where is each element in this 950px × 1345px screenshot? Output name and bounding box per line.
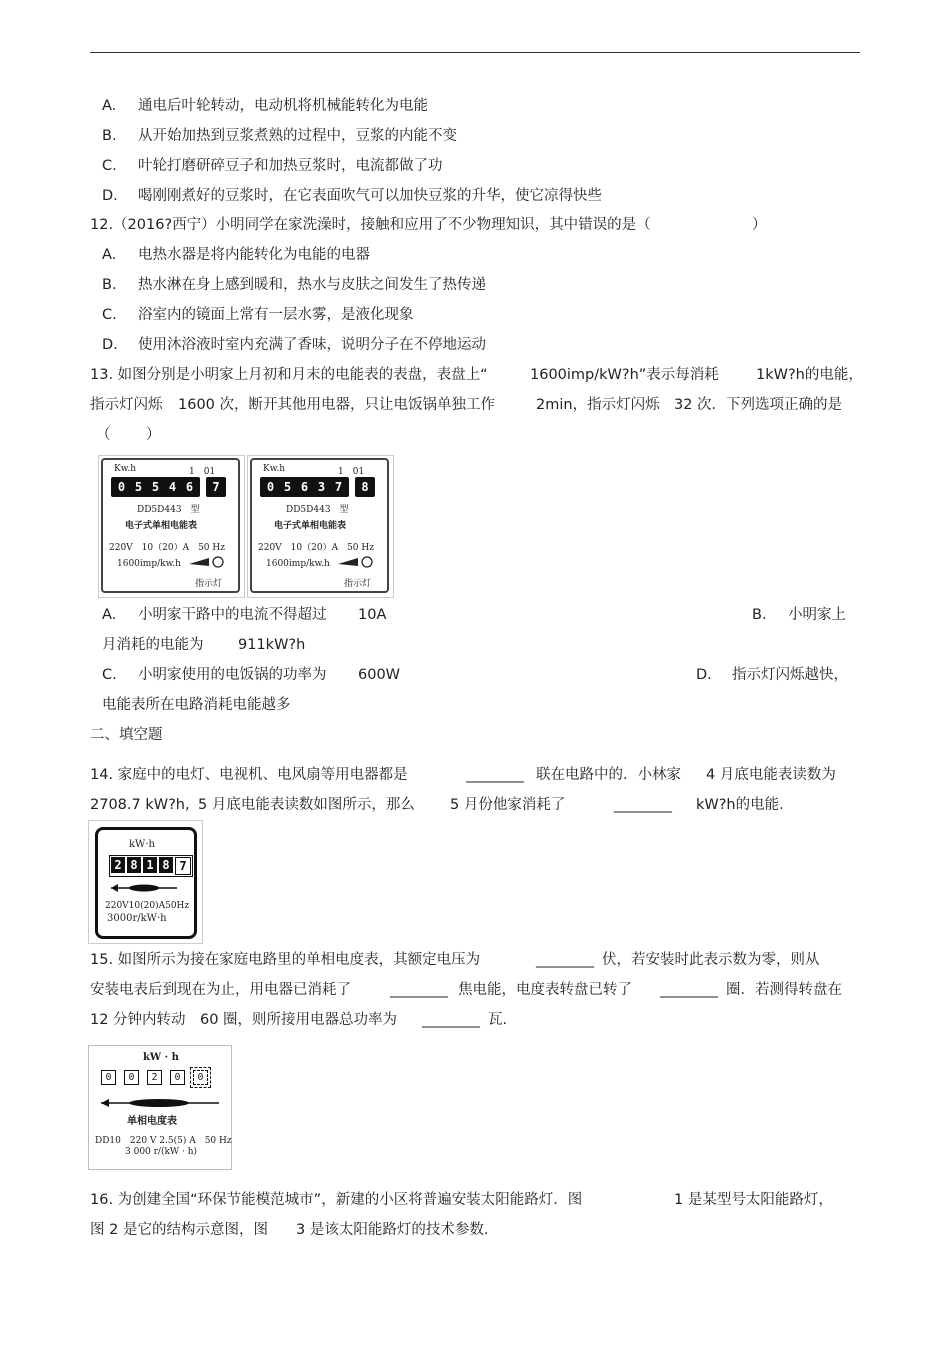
q13-line1c: 1kW?h的电能， <box>756 367 863 383</box>
meter-unit: kW·h <box>129 839 155 850</box>
meter-model: DD5D443 型 <box>286 505 349 515</box>
q14-meter <box>88 820 203 944</box>
q13-option-b-cont: 月消耗的电能为 <box>102 637 204 653</box>
q15-line1a: 15. 如图所示为接在家庭电路里的单相电度表，其额定电压为 <box>90 952 481 968</box>
q14-blank-2: ________ <box>614 797 672 813</box>
q13-paren-close: ） <box>146 427 161 443</box>
q12-stem: 12.（2016?西宁）小明同学在家洗澡时，接触和应用了不少物理知识，其中错误的是（ <box>90 217 651 233</box>
q15-blank-1: ________ <box>536 952 594 968</box>
q15-line1b: 伏，若安装时此表示数为零，则从 <box>602 952 820 968</box>
meter-digit: 0 <box>263 479 278 495</box>
q15-line3a: 12 分钟内转动 <box>90 1012 186 1028</box>
section-fill-in-blank-title: 二、填空题 <box>90 727 163 743</box>
indicator-lamp-icon <box>336 554 376 570</box>
meter-digit: 0 <box>114 479 129 495</box>
meter-digit: 2 <box>147 1070 162 1085</box>
header-rule <box>90 52 860 53</box>
meter-unit: kW · h <box>143 1052 179 1063</box>
meter-name: 电子式单相电能表 <box>125 521 198 531</box>
meter-spec-rating: 220V 10（20）A 50 Hz <box>258 543 374 553</box>
q14-line1a: 14. 家庭中的电灯、电视机、电风扇等用电器都是 <box>90 767 408 783</box>
q16-line2b: 3 是该太阳能路灯的技术参数. <box>296 1222 489 1238</box>
meter-digit: 2 <box>111 857 125 873</box>
meter-spec-constant: 1600imp/kw.h <box>117 559 181 569</box>
q16-line1b: 1 是某型号太阳能路灯， <box>674 1192 833 1208</box>
meter-indicator-label: 指示灯 <box>195 579 223 589</box>
q14-line2c: 5 月份他家消耗了 <box>450 797 566 813</box>
meter-digits <box>109 855 193 877</box>
meter-tag: 1 01 <box>338 467 365 477</box>
q14-line2b: 5 月底电能表读数如图所示，那么 <box>198 797 415 813</box>
q15-line3c: 瓦. <box>488 1012 508 1028</box>
q11-option-d: D. 喝刚刚煮好的豆浆时，在它表面吹气可以加快豆浆的升华，使它凉得快些 <box>102 188 602 204</box>
q15-line2b: 焦电能，电度表转盘已转了 <box>458 982 632 998</box>
indicator-lamp-icon <box>187 554 227 570</box>
meter-name: 单相电度表 <box>127 1116 177 1127</box>
meter-name: 电子式单相电能表 <box>274 521 347 531</box>
turntable-disc-icon <box>99 1096 221 1110</box>
q16-line1a: 16. 为创建全国“环保节能模范城市”，新建的小区将普遍安装太阳能路灯．图 <box>90 1192 583 1208</box>
meter-digit: 5 <box>280 479 295 495</box>
meter-digit-decimal: 0 <box>193 1070 208 1085</box>
meter-digits <box>260 477 375 497</box>
q13-option-b: B. 小明家上 <box>752 607 846 623</box>
meter-spec-constant: 3000r/kW·h <box>107 913 167 924</box>
q12-paren-close: ） <box>752 217 767 233</box>
meter-digit: 5 <box>131 479 146 495</box>
meter-digit: 6 <box>297 479 312 495</box>
meter-spec-rating: 220V 10（20）A 50 Hz <box>109 543 225 553</box>
q15-line3b: 60 圈，则所接用电器总功率为 <box>200 1012 398 1028</box>
meter-spec-constant: 3 000 r/(kW · h) <box>125 1147 198 1157</box>
q12-option-a: A. 电热水器是将内能转化为电能的电器 <box>102 247 370 263</box>
meter-digit: 6 <box>182 479 197 495</box>
q16-line2a: 图 2 是它的结构示意图，图 <box>90 1222 268 1238</box>
q12-option-b: B. 热水淋在身上感到暖和，热水与皮肤之间发生了热传递 <box>102 277 486 293</box>
q13-line1a: 13. 如图分别是小明家上月初和月末的电能表的表盘，表盘上“ <box>90 367 488 383</box>
meter-indicator-label: 指示灯 <box>344 579 372 589</box>
q13-option-d: D. 指示灯闪烁越快， <box>696 667 848 683</box>
q11-option-a: A. 通电后叶轮转动，电动机将机械能转化为电能 <box>102 98 428 114</box>
q14-line2d: kW?h的电能. <box>696 797 784 813</box>
q14-blank-1: ________ <box>466 767 524 783</box>
q13-line2c: 2min，指示灯闪烁 <box>536 397 660 413</box>
q15-line2c: 圈．若测得转盘在 <box>726 982 842 998</box>
q13-option-a-value: 10A <box>358 607 387 623</box>
q13-option-a: A. 小明家干路中的电流不得超过 <box>102 607 327 623</box>
meter-digits <box>111 477 226 497</box>
q14-line2a: 2708.7 kW?h, <box>90 797 190 813</box>
meter-model: DD5D443 型 <box>137 505 200 515</box>
q12-option-c: C. 浴室内的镜面上常有一层水雾，是液化现象 <box>102 307 414 323</box>
q11-option-c: C. 叶轮打磨研碎豆子和加热豆浆时，电流都做了功 <box>102 158 443 174</box>
meter-digit: 8 <box>159 857 173 873</box>
q15-line2a: 安装电表后到现在为止，用电器已消耗了 <box>90 982 351 998</box>
meter-digit: 0 <box>101 1070 116 1085</box>
q13-meter-month-end <box>247 455 394 598</box>
meter-digit: 4 <box>165 479 180 495</box>
meter-tag: 1 01 <box>189 467 216 477</box>
turntable-disc-icon <box>109 881 179 895</box>
q13-option-b-value: 911kW?h <box>238 637 306 653</box>
meter-digit: 3 <box>314 479 329 495</box>
q15-meter <box>88 1045 232 1170</box>
meter-spec-constant: 1600imp/kw.h <box>266 559 330 569</box>
meter-digit: 8 <box>127 857 141 873</box>
q14-line1c: 4 月底电能表读数为 <box>706 767 836 783</box>
q15-blank-4: ________ <box>422 1012 480 1028</box>
q13-line2b: 1600 次，断开其他用电器，只让电饭锅单独工作 <box>178 397 496 413</box>
meter-digit-decimal: 7 <box>209 479 223 495</box>
q12-option-d: D. 使用沐浴液时室内充满了香味，说明分子在不停地运动 <box>102 337 486 353</box>
q14-line1b: 联在电路中的．小林家 <box>536 767 681 783</box>
meter-digit: 0 <box>124 1070 139 1085</box>
q13-line1b: 1600imp/kW?h”表示每消耗 <box>530 367 719 383</box>
meter-digits <box>101 1070 208 1085</box>
q15-blank-3: ________ <box>660 982 718 998</box>
q13-line2d: 32 次．下列选项正确的是 <box>674 397 843 413</box>
q15-blank-2: ________ <box>390 982 448 998</box>
meter-digit-decimal: 7 <box>175 857 191 875</box>
meter-digit: 5 <box>148 479 163 495</box>
q13-option-d-cont: 电能表所在电路消耗电能越多 <box>102 697 291 713</box>
q13-option-c: C. 小明家使用的电饭锅的功率为 <box>102 667 327 683</box>
q13-paren-open: （ <box>96 427 111 443</box>
meter-spec-rating: 220V10(20)A50Hz <box>105 901 190 911</box>
q13-line2a: 指示灯闪烁 <box>90 397 163 413</box>
meter-unit: Kw.h <box>263 464 286 474</box>
meter-digit: 7 <box>331 479 346 495</box>
q11-option-b: B. 从开始加热到豆浆煮熟的过程中，豆浆的内能不变 <box>102 128 457 144</box>
meter-unit: Kw.h <box>114 464 137 474</box>
meter-spec-rating: DD10 220 V 2.5(5) A 50 Hz <box>95 1136 232 1146</box>
q13-meter-month-start <box>98 455 245 598</box>
meter-digit-decimal: 8 <box>358 479 372 495</box>
meter-digit: 0 <box>170 1070 185 1085</box>
q13-option-c-value: 600W <box>358 667 401 683</box>
meter-digit: 1 <box>143 857 157 873</box>
